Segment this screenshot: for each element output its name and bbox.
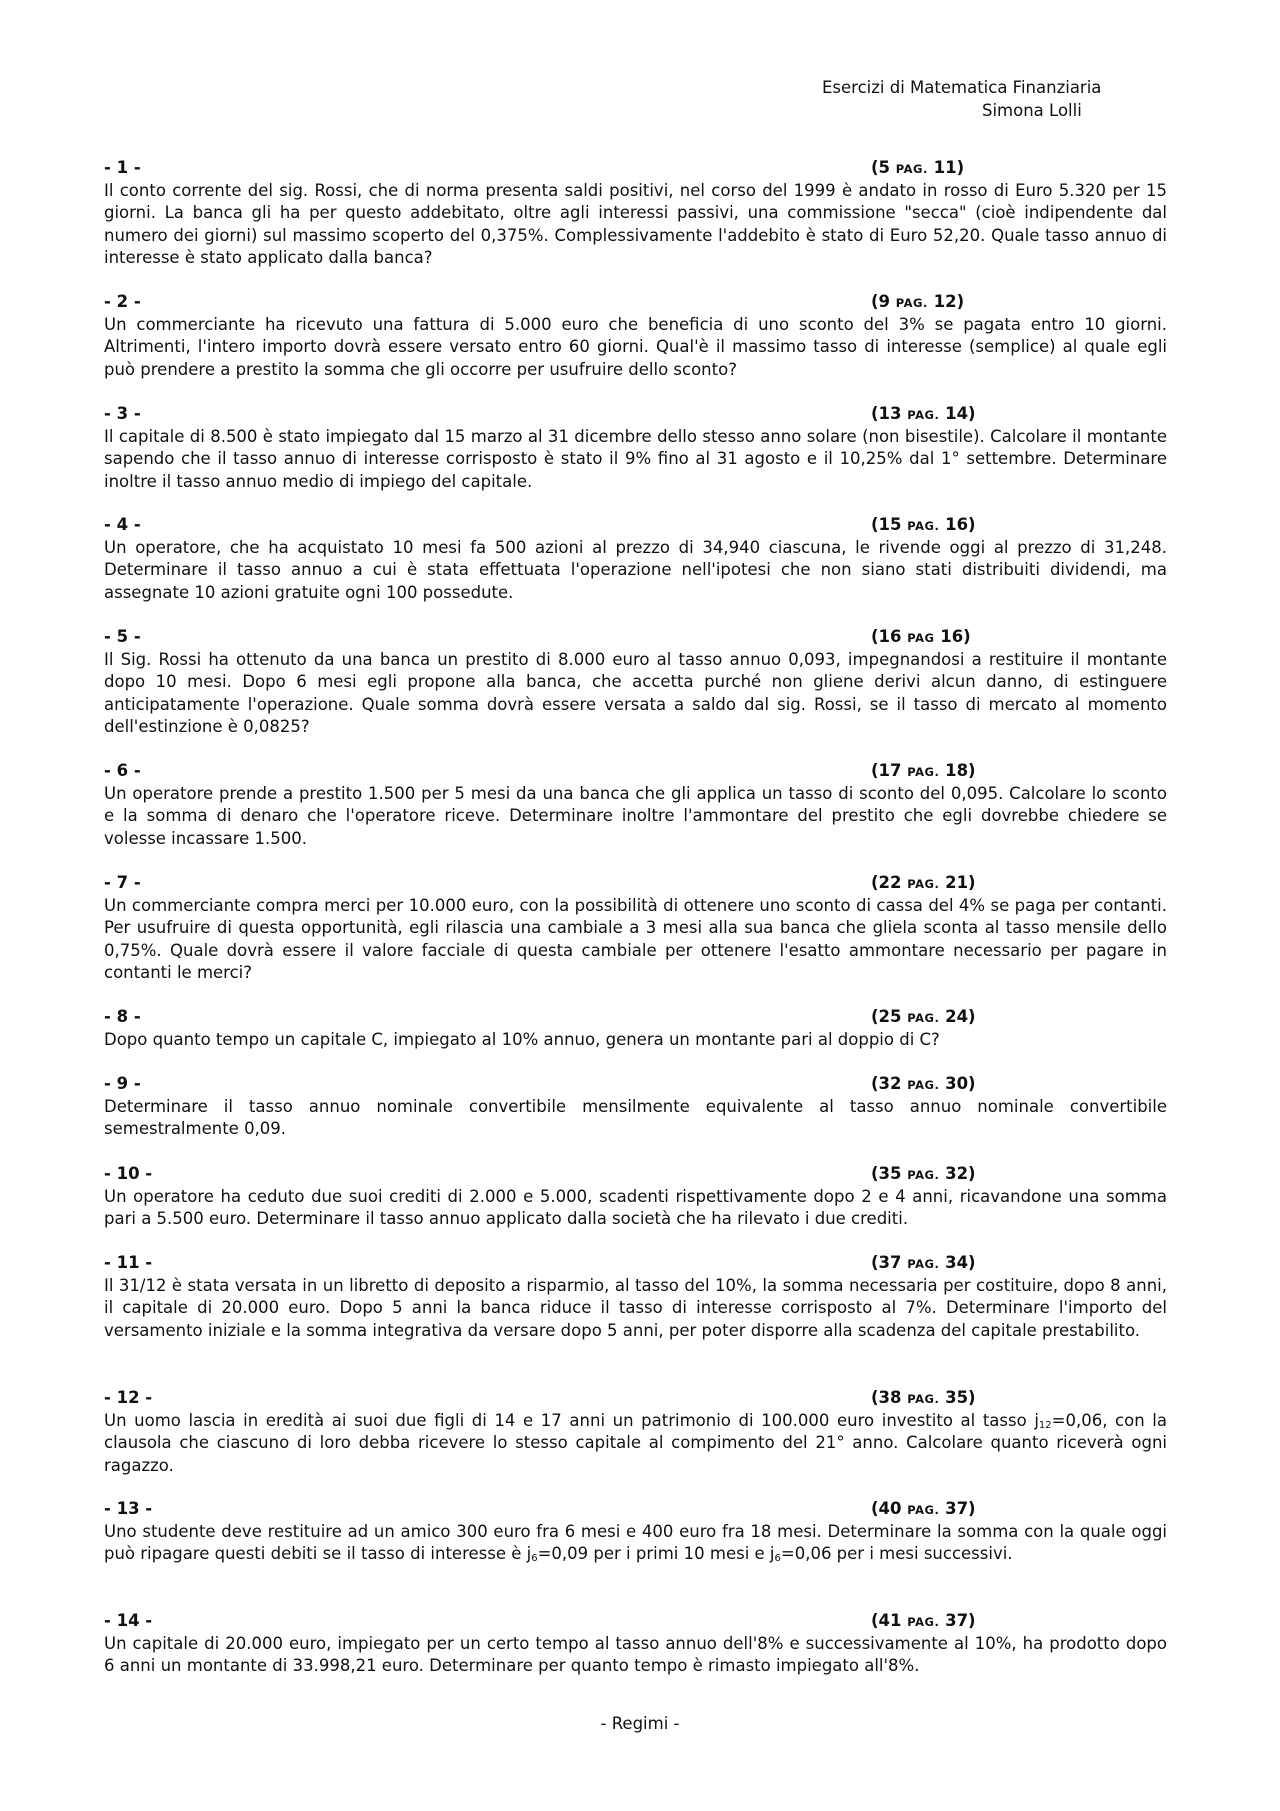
subscript-index: 6	[531, 1553, 538, 1565]
ref-pag: PAG.	[907, 877, 940, 891]
ref-open: (9	[871, 292, 896, 311]
exercise-text: Un operatore prende a prestito 1.500 per 5 mesi da una banca che gli applica un tasso di sconto del 0,095. Calcolare lo sconto e la somma di denaro che l'operatore riceve. Determinare inoltre l'ammontare del prestito che egli dovrebbe chiedere se volesse incassare 1.500.	[104, 783, 1167, 848]
exercise-10	[104, 1163, 1167, 1231]
exercise-header	[104, 1252, 1167, 1275]
exercise-5	[104, 626, 1167, 739]
subscript-index: 12	[1038, 1419, 1052, 1431]
exercise-text: Determinare il tasso annuo nominale convertibile mensilmente equivalente al tasso annuo nominale convertibile semestralmente 0,09.	[104, 1096, 1167, 1139]
document-author: Simona Lolli	[982, 101, 1082, 120]
ref-pag: PAG.	[907, 1011, 940, 1025]
exercise-header	[104, 157, 1167, 180]
exercise-1	[104, 157, 1167, 270]
exercise-page-ref	[871, 514, 976, 538]
ref-pag: PAG.	[907, 1615, 940, 1629]
exercise-text: Il capitale di 8.500 è stato impiegato dal 15 marzo al 31 dicembre dello stesso anno solare (non bisestile). Calcolare il montante sapendo che il tasso annuo di interesse corrisposto è stato il 9% fino al 31 agosto e il 10,25% dal 1° settembre. Determinare inoltre il tasso annuo medio di impiego del capitale.	[104, 426, 1167, 491]
exercise-13	[104, 1498, 1167, 1566]
exercise-text: Un capitale di 20.000 euro, impiegato per un certo tempo al tasso annuo dell'8% e successivamente al 10%, ha prodotto dopo 6 anni un montante di 33.998,21 euro. Determinare per quanto tempo è rimasto impiegato all'8%.	[104, 1633, 1167, 1676]
exercise-header	[104, 760, 1167, 783]
exercise-header	[104, 1498, 1167, 1521]
ref-pag: PAG.	[907, 1078, 940, 1092]
exercise-number: - 6 -	[104, 761, 141, 780]
ref-open: (16	[871, 627, 908, 646]
ref-close: 35)	[939, 1388, 976, 1407]
exercise-6	[104, 760, 1167, 850]
text-part: Uno studente deve restituire ad un amico 300 euro fra 6 mesi e 400 euro fra 18 mesi. Determinare la somma con la quale oggi può ripagare questi debiti se il tasso di interesse è j	[104, 1521, 1167, 1564]
ref-close: 37)	[939, 1611, 976, 1630]
exercise-text: Un operatore ha ceduto due suoi crediti di 2.000 e 5.000, scadenti rispettivamente dopo 2 e 4 anni, ricavandone una somma pari a 5.500 euro. Determinare il tasso annuo applicato dalla società che ha rilevato i due crediti.	[104, 1186, 1167, 1229]
exercise-header	[104, 1610, 1167, 1633]
exercise-page-ref	[871, 403, 976, 427]
exercise-page-ref	[871, 1006, 976, 1030]
ref-close: 18)	[939, 761, 976, 780]
ref-open: (15	[871, 515, 908, 534]
exercise-page-ref	[871, 1252, 976, 1276]
subscript-index: 6	[774, 1553, 781, 1565]
exercise-text: Un operatore, che ha acquistato 10 mesi fa 500 azioni al prezzo di 34,940 ciascuna, le rivende oggi al prezzo di 31,248. Determinare il tasso annuo a cui è stata effettuata l'operazione nell'ipotesi che non siano stati distribuiti dividendi, ma assegnate 10 azioni gratuite ogni 100 possedute.	[104, 537, 1167, 602]
ref-close: 14)	[939, 404, 976, 423]
exercise-number: - 4 -	[104, 515, 141, 534]
exercise-header	[104, 1006, 1167, 1029]
exercise-3	[104, 403, 1167, 493]
exercise-number: - 8 -	[104, 1007, 141, 1026]
ref-pag: PAG	[907, 631, 935, 645]
ref-open: (41	[871, 1611, 908, 1630]
exercise-number: - 10 -	[104, 1164, 153, 1183]
exercise-number: - 3 -	[104, 404, 141, 423]
exercise-page-ref	[871, 760, 976, 784]
ref-close: 16)	[939, 515, 976, 534]
ref-open: (13	[871, 404, 908, 423]
exercise-text: Il conto corrente del sig. Rossi, che di norma presenta saldi positivi, nel corso del 1999 è andato in rosso di Euro 5.320 per 15 giorni. La banca gli ha per questo addebitato, oltre agli interessi passivi, una commissione "secca" (cioè indipendente dal numero dei giorni) sul massimo scoperto del 0,375%. Complessivamente l'addebito è stato di Euro 52,20. Quale tasso annuo di interesse è stato applicato dalla banca?	[104, 180, 1167, 268]
exercise-page-ref	[871, 157, 964, 181]
ref-open: (22	[871, 873, 908, 892]
exercise-12	[104, 1387, 1167, 1477]
ref-close: 37)	[939, 1499, 976, 1518]
ref-pag: PAG.	[907, 408, 940, 422]
exercise-page-ref	[871, 1073, 976, 1097]
text-part: =0,09 per i primi 10 mesi e j	[537, 1544, 775, 1564]
exercise-number: - 9 -	[104, 1074, 141, 1093]
exercise-page-ref	[871, 291, 964, 315]
exercise-header	[104, 1073, 1167, 1096]
exercise-number: - 13 -	[104, 1499, 153, 1518]
ref-open: (32	[871, 1074, 908, 1093]
exercise-header	[104, 1163, 1167, 1186]
exercise-text	[104, 1521, 1167, 1566]
exercise-text: Dopo quanto tempo un capitale C, impiegato al 10% annuo, genera un montante pari al doppio di C?	[104, 1029, 940, 1049]
exercise-8	[104, 1006, 1167, 1051]
ref-close: 24)	[939, 1007, 976, 1026]
text-part: =0,06, con la clausola che ciascuno di loro debba ricevere lo stesso capitale al compimento del 21° anno. Calcolare quanto riceverà ogni ragazzo.	[104, 1410, 1167, 1475]
exercise-number: - 11 -	[104, 1253, 153, 1272]
ref-pag: PAG.	[907, 519, 940, 533]
ref-open: (25	[871, 1007, 908, 1026]
exercise-text: Il 31/12 è stata versata in un libretto di deposito a risparmio, al tasso del 10%, la somma necessaria per costituire, dopo 8 anni, il capitale di 20.000 euro. Dopo 5 anni la banca riduce il tasso di interesse corrisposto al 7%. Determinare l'importo del versamento iniziale e la somma integrativa da versare dopo 5 anni, per poter disporre alla scadenza del capitale prestabilito.	[104, 1275, 1167, 1340]
ref-close: 21)	[939, 873, 976, 892]
exercise-page-ref	[871, 872, 976, 896]
exercise-header	[104, 872, 1167, 895]
ref-open: (17	[871, 761, 908, 780]
exercise-header	[104, 291, 1167, 314]
ref-close: 32)	[939, 1164, 976, 1183]
ref-open: (40	[871, 1499, 908, 1518]
exercise-page-ref	[871, 1498, 976, 1522]
exercise-page-ref	[871, 1387, 976, 1411]
exercise-text: Un commerciante ha ricevuto una fattura di 5.000 euro che beneficia di uno sconto del 3% se pagata entro 10 giorni. Altrimenti, l'intero importo dovrà essere versato entro 60 giorni. Qual'è il massimo tasso di interesse (semplice) al quale egli può prendere a prestito la somma che gli occorre per usufruire dello sconto?	[104, 314, 1167, 379]
exercise-page-ref	[871, 626, 971, 650]
ref-close: 12)	[927, 292, 965, 311]
ref-pag: PAG.	[907, 765, 940, 779]
ref-pag: PAG.	[907, 1503, 940, 1517]
exercise-4	[104, 514, 1167, 604]
ref-pag: PAG.	[895, 162, 928, 176]
page-header	[822, 76, 1122, 122]
ref-open: (37	[871, 1253, 908, 1272]
exercise-number: - 2 -	[104, 292, 141, 311]
exercise-number: - 12 -	[104, 1388, 153, 1407]
exercise-number: - 5 -	[104, 627, 141, 646]
ref-close: 11)	[927, 158, 965, 177]
exercise-text: Un commerciante compra merci per 10.000 euro, con la possibilità di ottenere uno sconto di cassa del 4% se paga per contanti. Per usufruire di questa opportunità, egli rilascia una cambiale a 3 mesi alla sua banca che gliela sconta al tasso mensile dello 0,75%. Quale dovrà essere il valore facciale di questa cambiale per ottenere l'esatto ammontare necessario per pagare in contanti le merci?	[104, 895, 1167, 983]
exercise-header	[104, 514, 1167, 537]
exercise-number: - 7 -	[104, 873, 141, 892]
exercise-page-ref	[871, 1610, 976, 1634]
exercise-11	[104, 1252, 1167, 1342]
ref-close: 34)	[939, 1253, 976, 1272]
exercise-number: - 14 -	[104, 1611, 153, 1630]
document-title: Esercizi di Matematica Finanziaria	[822, 78, 1102, 97]
exercise-number: - 1 -	[104, 158, 141, 177]
exercise-2	[104, 291, 1167, 381]
exercise-header	[104, 1387, 1167, 1410]
exercise-14	[104, 1610, 1167, 1678]
ref-pag: PAG.	[907, 1392, 940, 1406]
ref-close: 16)	[934, 627, 971, 646]
ref-open: (35	[871, 1164, 908, 1183]
page-footer: - Regimi -	[600, 1714, 680, 1733]
exercise-header	[104, 626, 1167, 649]
exercise-9	[104, 1073, 1167, 1141]
exercise-header	[104, 403, 1167, 426]
text-part: Un uomo lascia in eredità ai suoi due figli di 14 e 17 anni un patrimonio di 100.000 euro investito al tasso j	[104, 1410, 1039, 1430]
ref-pag: PAG.	[907, 1257, 940, 1271]
ref-open: (5	[871, 158, 896, 177]
ref-pag: PAG.	[895, 296, 928, 310]
exercise-text: Il Sig. Rossi ha ottenuto da una banca un prestito di 8.000 euro al tasso annuo 0,093, impegnandosi a restituire il montante dopo 10 mesi. Dopo 6 mesi egli propone alla banca, che accetta purché non gliene derivi alcun danno, di estinguere anticipatamente l'operazione. Quale somma dovrà essere versata a saldo dal sig. Rossi, se il tasso di mercato al momento dell'estinzione è 0,0825?	[104, 649, 1167, 737]
exercise-text	[104, 1410, 1167, 1478]
exercise-7	[104, 872, 1167, 985]
exercise-page-ref	[871, 1163, 976, 1187]
ref-pag: PAG.	[907, 1168, 940, 1182]
text-part: =0,06 per i mesi successivi.	[780, 1544, 1013, 1564]
ref-open: (38	[871, 1388, 908, 1407]
ref-close: 30)	[939, 1074, 976, 1093]
